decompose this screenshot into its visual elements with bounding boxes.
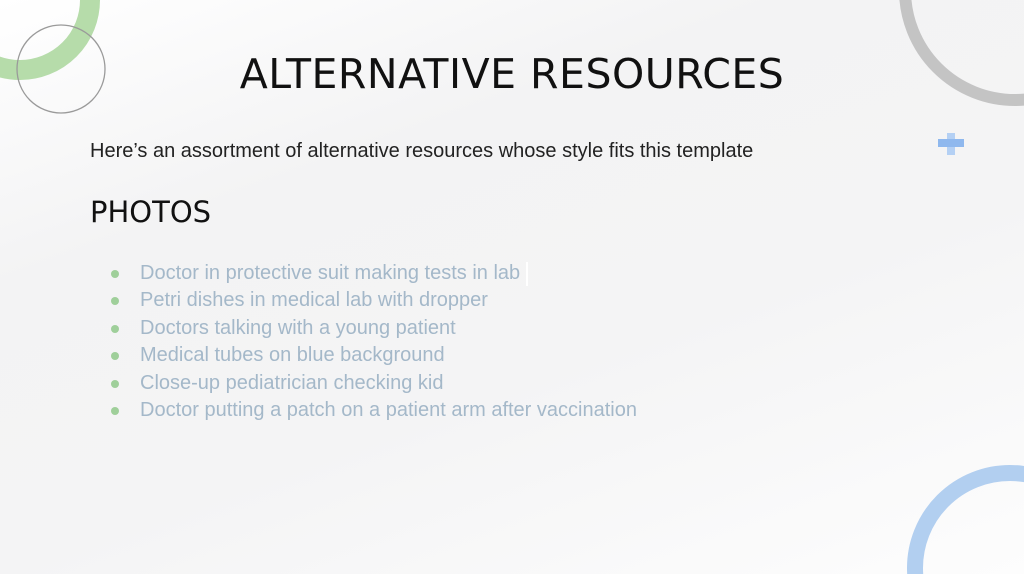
- resource-link[interactable]: Doctor in protective suit making tests in lab: [140, 262, 521, 284]
- slide-title: ALTERNATIVE RESOURCES: [239, 50, 785, 98]
- bullet-icon: [111, 270, 119, 278]
- list-item[interactable]: [100, 260, 637, 287]
- section-heading: PHOTOS: [90, 195, 212, 229]
- list-item[interactable]: [100, 287, 637, 314]
- list-item[interactable]: [100, 397, 637, 424]
- slide-subtitle: Here’s an assortment of alternative resources whose style fits this template: [90, 140, 754, 162]
- bullet-icon: [111, 325, 119, 333]
- resource-link[interactable]: Medical tubes on blue background: [140, 344, 445, 367]
- resource-link[interactable]: Petri dishes in medical lab with dropper: [140, 289, 488, 312]
- list-item[interactable]: [100, 370, 637, 397]
- resource-link[interactable]: Close-up pediatrician checking kid: [140, 371, 444, 394]
- bullet-icon: [111, 380, 119, 388]
- bullet-icon: [111, 352, 119, 360]
- list-item[interactable]: [100, 342, 637, 369]
- plus-icon: [938, 133, 964, 155]
- resource-list: [100, 260, 637, 424]
- blue-ring-icon: [895, 458, 1024, 574]
- bullet-icon: [111, 407, 119, 415]
- bullet-icon: [111, 297, 119, 305]
- text-cursor: [526, 262, 528, 286]
- resource-link[interactable]: Doctor putting a patch on a patient arm after vaccination: [140, 398, 637, 421]
- list-item[interactable]: [100, 315, 637, 342]
- resource-link[interactable]: Doctors talking with a young patient: [140, 316, 456, 339]
